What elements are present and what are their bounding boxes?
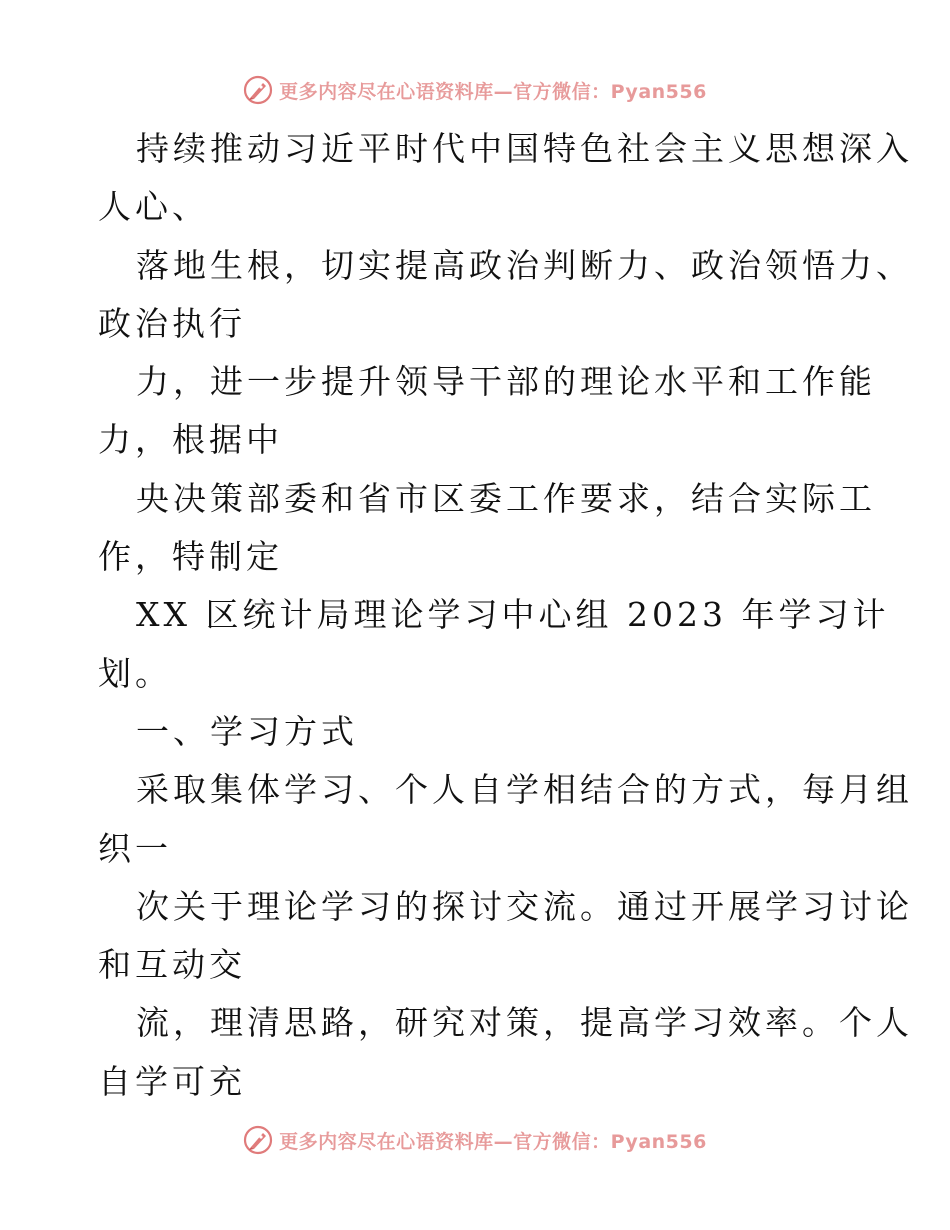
text-line: 和互动交 [98,945,246,985]
text-line: XX 区统计局理论学习中心组 2023 年学习计 [136,595,890,635]
pen-nib-icon [243,75,273,105]
footer-watermark [0,1120,950,1160]
text-line: 一、学习方式 [136,711,358,751]
text-line: 织一 [98,828,172,868]
text-line: 力，进一步提升领导干部的理论水平和工作能 [136,362,876,402]
text-line: 落地生根，切实提高政治判断力、政治领悟力、 [136,245,913,285]
text-line: 力，根据中 [98,420,283,460]
text-line: 央决策部委和省市区委工作要求，结合实际工 [136,478,876,518]
document-body [98,120,913,1111]
text-line: 流，理清思路，研究对策，提高学习效率。个人 [136,1003,913,1043]
text-line: 持续推动习近平时代中国特色社会主义思想深入 [136,129,913,168]
watermark-text: 更多内容尽在心语资料库—官方微信：Pyan556 [279,80,707,103]
watermark-text: 更多内容尽在心语资料库—官方微信：Pyan556 [279,1130,707,1153]
text-line: 政治执行 [98,303,246,343]
text-line: 划。 [98,653,172,693]
text-line: 次关于理论学习的探讨交流。通过开展学习讨论 [136,886,913,926]
text-line: 人心、 [98,187,209,227]
pen-nib-icon [243,1125,273,1155]
header-watermark [0,70,950,110]
text-line: 作，特制定 [98,537,283,577]
text-line: 采取集体学习、个人自学相结合的方式，每月组 [136,770,913,810]
text-line: 自学可充 [98,1061,246,1101]
